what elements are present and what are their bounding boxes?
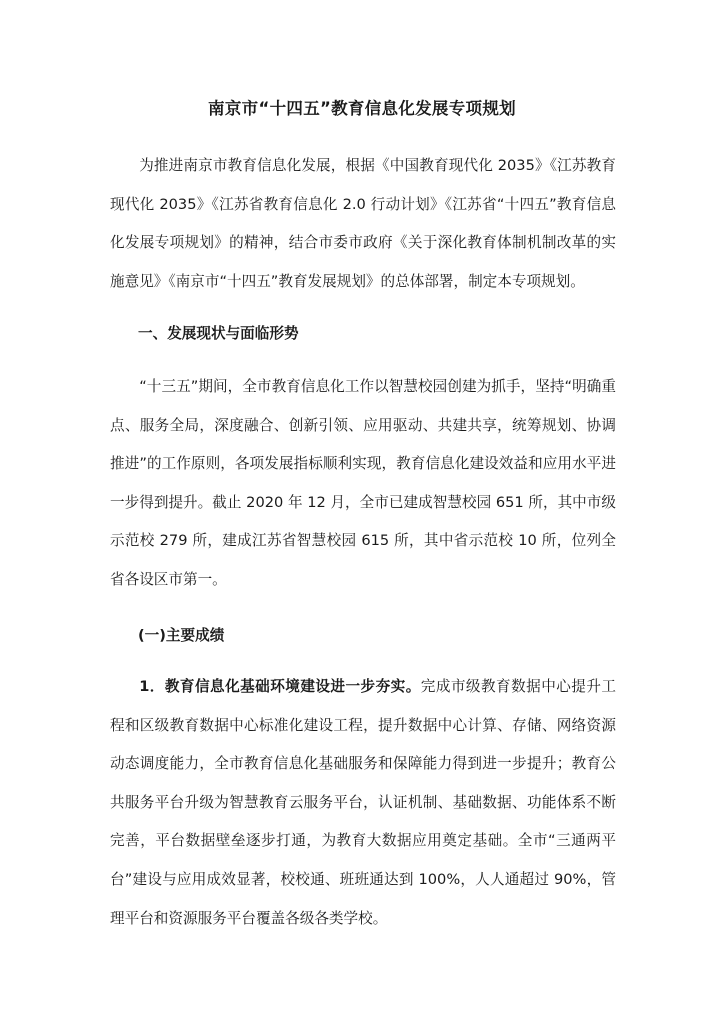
achievement-item-1 bbox=[110, 668, 616, 938]
document-title: 南京市“十四五”教育信息化发展专项规划 bbox=[208, 99, 516, 118]
section-heading-current-status: 一、发展现状与面临形势 bbox=[138, 325, 299, 342]
achievement-item-1-lead: 1．教育信息化基础环境建设进一步夯实。 bbox=[139, 678, 421, 695]
intro-paragraph: 为推进南京市教育信息化发展，根据《中国教育现代化 2035》《江苏教育现代化 2035》《江苏省教育信息化 2.0 行动计划》《江苏省“十四五”教育信息化发展专项规划》的精神，结合市委市政府《关于深化教育体制机制改革的实施意见》《南京市“十四五”教育发展规划》的总体部署，制定本专项规划。 bbox=[110, 157, 616, 290]
section-paragraph-current-status: “十三五”期间，全市教育信息化工作以智慧校园创建为抓手，坚持“明确重点、服务全局，深度融合、创新引领、应用驱动、共建共享，统筹规划、协调推进”的工作原则，各项发展指标顺利实现，教育信息化建设效益和应用水平进一步得到提升。截止 2020 年 12 月，全市已建成智慧校园 651 所，其中市级示范校 279 所，建成江苏省智慧校园 615 所，其中省示范校 10 所，位列全省各设区市第一。 bbox=[110, 378, 616, 588]
subsection-heading-achievements: (一)主要成绩 bbox=[138, 627, 225, 644]
achievement-item-1-body: 完成市级教育数据中心提升工程和区级教育数据中心标准化建设工程，提升数据中心计算、存储、网络资源动态调度能力，全市教育信息化基础服务和保障能力得到进一步提升；教育公共服务平台升级为智慧教育云服务平台，认证机制、基础数据、功能体系不断完善，平台数据壁垒逐步打通，为教育大数据应用奠定基础。全市“三通两平台”建设与应用成效显著，校校通、班班通达到 100%，人人通超过 90%，管理平台和资源服务平台覆盖各级各类学校。 bbox=[110, 678, 616, 927]
